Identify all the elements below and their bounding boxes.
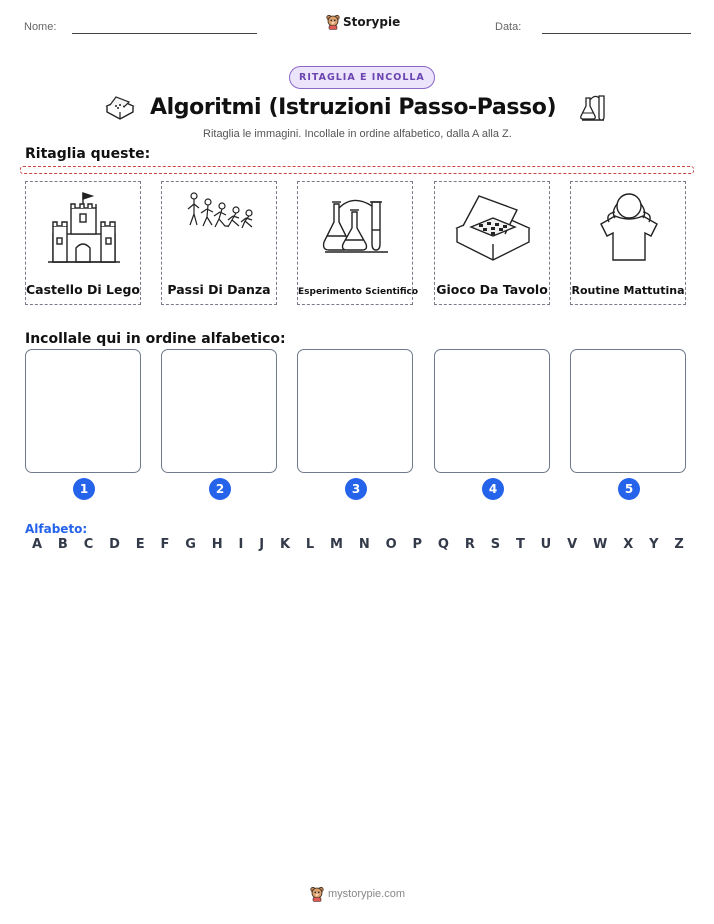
lab-flasks-icon (577, 92, 609, 126)
page-title: Algoritmi (Istruzioni Passo-Passo) (150, 95, 557, 120)
cut-card-science[interactable] (297, 181, 419, 305)
cut-card-castle[interactable] (25, 181, 141, 305)
alphabet-letter: X (623, 537, 634, 552)
alphabet-letter: C (83, 537, 94, 552)
bear-mascot-icon (326, 14, 340, 30)
paste-box-5[interactable] (570, 349, 686, 473)
card-label: Passi Di Danza (167, 282, 271, 297)
alphabet-letter: L (305, 537, 315, 552)
cut-section-title: Ritaglia queste: (25, 146, 151, 162)
alphabet-letter: B (57, 537, 68, 552)
brand-name: Storypie (343, 15, 401, 29)
alphabet-letter: E (135, 537, 145, 552)
card-label: Routine Mattutina (571, 284, 685, 297)
alphabet-letter: G (185, 537, 196, 552)
order-number-5: 5 (618, 478, 640, 500)
name-write-line[interactable] (72, 33, 257, 34)
alphabet-letter: H (211, 537, 223, 552)
card-label: Gioco Da Tavolo (436, 282, 548, 297)
alphabet-letter: A (32, 537, 43, 552)
paste-section-title: Incollale qui in ordine alfabetico: (25, 331, 286, 347)
alphabet-letter: F (160, 537, 170, 552)
alphabet-letter: P (412, 537, 423, 552)
activity-badge: RITAGLIA E INCOLLA (289, 66, 435, 89)
date-write-line[interactable] (542, 33, 691, 34)
alphabet-letter: D (109, 537, 120, 552)
alphabet-letter: M (330, 537, 343, 552)
alphabet-letter: T (515, 537, 525, 552)
storypie-logo (326, 14, 400, 30)
alphabet-letter: I (238, 537, 244, 552)
card-label: Esperimento Scientifico (298, 287, 419, 297)
footer-url[interactable]: mystorypie.com (328, 888, 406, 900)
alphabet-letter: K (279, 537, 291, 552)
order-number-3: 3 (345, 478, 367, 500)
cut-dashed-line (20, 166, 694, 174)
board-game-box-icon (104, 93, 136, 127)
paste-box-3[interactable] (297, 349, 413, 473)
alphabet-letter: U (540, 537, 552, 552)
cut-card-boardgame[interactable] (434, 181, 550, 305)
alphabet-letter: V (567, 537, 578, 552)
alphabet-letter: R (464, 537, 475, 552)
paste-box-1[interactable] (25, 349, 141, 473)
date-label: Data: (495, 21, 522, 33)
alphabet-letter: Q (437, 537, 449, 552)
paste-box-2[interactable] (161, 349, 277, 473)
bear-mascot-icon (310, 886, 324, 902)
alphabet-row (32, 537, 684, 552)
cut-card-dance[interactable] (161, 181, 277, 305)
alphabet-letter: J (259, 537, 265, 552)
alphabet-letter: S (490, 537, 501, 552)
name-label: Nome: (24, 21, 57, 33)
order-number-1: 1 (73, 478, 95, 500)
alphabet-letter: O (385, 537, 397, 552)
footer (310, 886, 405, 902)
order-number-4: 4 (482, 478, 504, 500)
paste-box-4[interactable] (434, 349, 550, 473)
alphabet-letter: Y (649, 537, 659, 552)
subtitle-instructions: Ritaglia le immagini. Incollale in ordine alfabetico, dalla A alla Z. (203, 128, 512, 140)
card-label: Castello Di Lego (26, 282, 141, 297)
alphabet-letter: W (593, 537, 608, 552)
order-number-2: 2 (209, 478, 231, 500)
cut-card-morning-routine[interactable] (570, 181, 686, 305)
alphabet-letter: Z (674, 537, 684, 552)
alphabet-letter: N (358, 537, 370, 552)
alphabet-title: Alfabeto: (25, 522, 88, 536)
